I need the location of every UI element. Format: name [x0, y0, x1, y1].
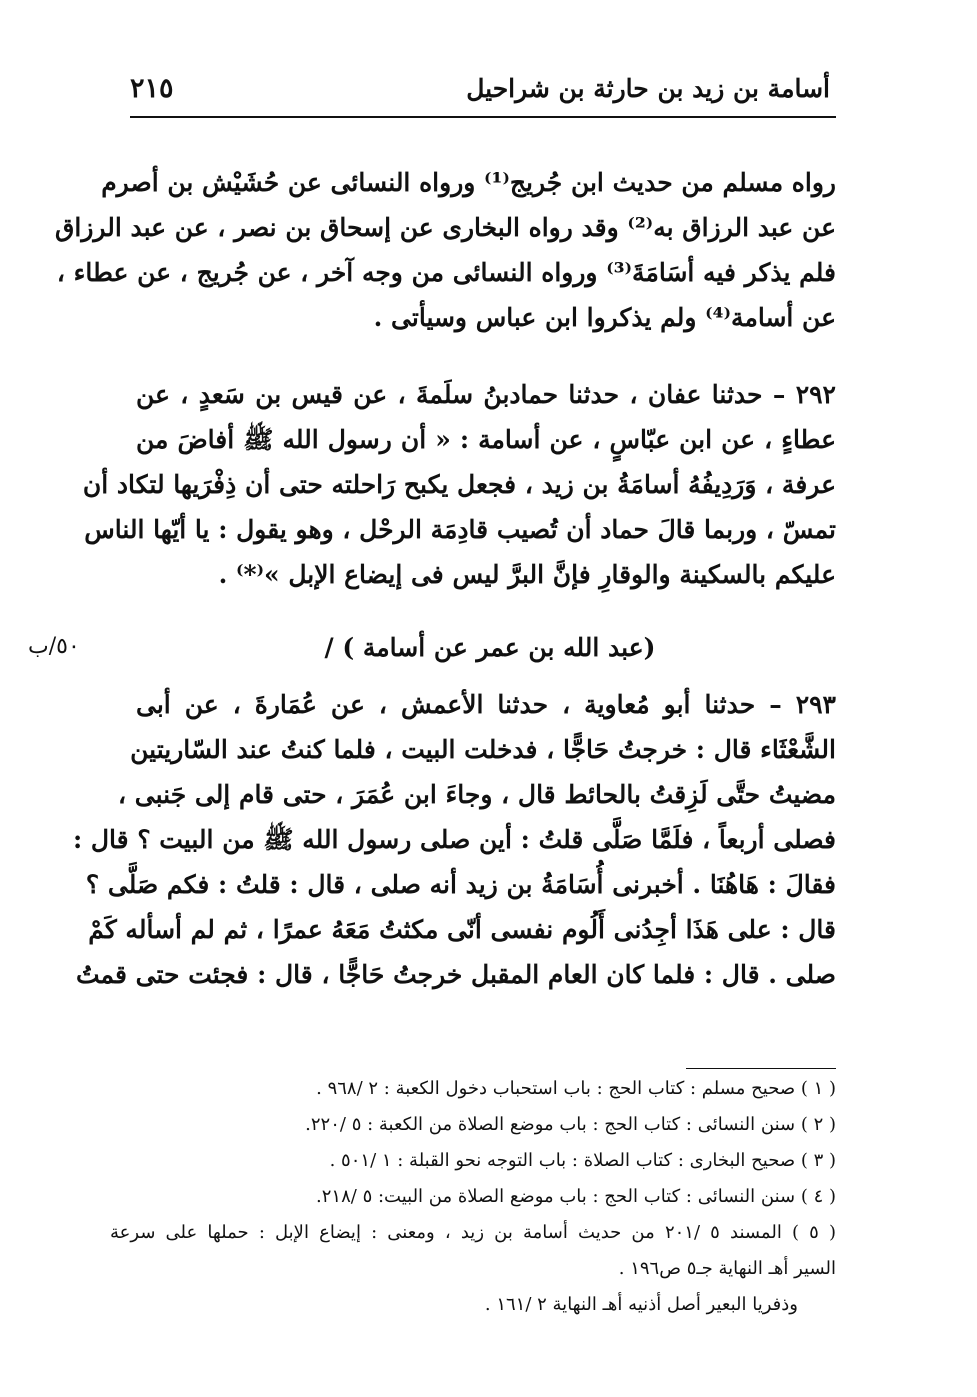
text-line: قال : على هَذَا أجِدُنى أَلُوم نفسى أنّى مكثتُ مَعَهُ عمرًا ، ثم لم أسأله كَمْ: [88, 915, 836, 944]
text-line: ٢٩٢ – حدثنا عفان ، حدثنا حمادبنُ سلَمةَ ، عن قيس بن سَعدٍ ، عن: [136, 380, 836, 409]
running-title: أسامة بن زيد بن حارثة بن شراحيل: [466, 73, 830, 103]
text-line: الشَّعْثَاء قال : خرجتُ حَاجًّا ، فدخلت البيت ، فلما كنتُ عند السّاريتين: [130, 735, 836, 764]
text-line: فلم يذكر فيه أسَامَةَ⁽³⁾ ورواه النسائى من وجه آخر ، عن جُريج ، عن عطاء ،: [56, 258, 836, 287]
header-rule: [130, 116, 836, 118]
text-line: صلى . قال : فلما كان العام المقبل خرجتُ حَاجًّا ، قال : فجئت حتى قمتُ: [76, 960, 836, 989]
footnote-rule: [686, 1068, 836, 1069]
text-line: عليكم بالسكينة والوقارِ فإنَّ البرَّ ليس فى إيضاع الإبل »⁽*⁾ .: [218, 560, 836, 589]
footnote: ( ١ ) صحيح مسلم : كتاب الحج : باب استحباب دخول الكعبة : ٢ /٩٦٨ .: [316, 1078, 836, 1099]
text-line: عرفة ، وَرَدِيفُهُ أسامَةُ بن زيد ، فجعل يكبح رَاحلته حتى أن ذِفْرَيها لتكاد أن: [82, 470, 836, 499]
text-line: تمسّ ، وربما قالَ حماد أن تُصيب قادِمَة الرحْل ، وهو يقول : يا أيّها الناس: [84, 515, 836, 544]
text-line: ٢٩٣ – حدثنا أبو مُعاوية ، حدثنا الأعمش ، عن عُمَارةَ ، عن أبى: [136, 690, 836, 719]
text-line: فقالَ : هَاهُنَا . أخبرنى أُسَامَةُ بن زيد أنه صلى ، قال : قلتُ : فكم صَلَّى ؟: [85, 870, 836, 899]
text-line: عن عبد الرزاق به⁽²⁾ وقد رواه البخارى عن إسحاق بن نصر ، عن عبد الرزاق: [55, 213, 836, 242]
footnote-continuation: وذفريا البعير أصل أذنيه أهـ النهاية ٢ /١٦١ .: [484, 1294, 798, 1315]
text-line: عن أسامة⁽⁴⁾ ولم يذكروا ابن عباس وسيأتى .: [373, 303, 836, 332]
footnote: ( ٣ ) صحيح البخارى : كتاب الصلاة : باب التوجه نحو القبلة : ١ /٥٠١ .: [329, 1150, 836, 1171]
text-line: رواه مسلم من حديث ابن جُريج⁽¹⁾ ورواه النسائى عن حُشَيْش بن أصرم: [101, 168, 836, 197]
footnotes: [110, 1071, 836, 1323]
paragraph-1: [55, 160, 836, 340]
text-line: عطاءٍ ، عن ابن عبّاسٍ ، عن أسامة : « أن رسول الله ﷺ أفاضَ من: [136, 425, 836, 454]
margin-folio-note: ٥٠/ب: [28, 634, 80, 659]
hadith-292: [82, 372, 836, 597]
text-line: مضيتُ حتَّى لَزِقتُ بالحائط قال ، وجاءَ ابن عُمَرَ ، حتى قام إلى جَنبى ،: [118, 780, 836, 809]
footnote-continuation: السير أهـ النهاية جـ٥ ص١٩٦ .: [618, 1258, 836, 1279]
page-header: [130, 66, 830, 110]
page-number: ٢١٥: [130, 72, 174, 104]
text-line: فصلى أربعاً ، فلَمَّا صَلَّى قلتُ : أين صلى رسول الله ﷺ من البيت ؟ قال :: [72, 825, 836, 854]
hadith-293: [72, 682, 836, 997]
section-heading: (عبد الله بن عمر عن أسامة ) /: [324, 633, 656, 662]
footnote: ( ٢ ) سنن النسائى : كتاب الحج : باب موضع الصلاة من الكعبة : ٥ /٢٢٠.: [305, 1114, 836, 1135]
footnote: ( ٥ ) المسند ٥ /٢٠١ من حديث أسامة بن زيد ، ومعنى : إيضاع الإبل : حملها على سرعة: [110, 1222, 836, 1243]
footnote: ( ٤ ) سنن النسائى : كتاب الحج : باب موضع الصلاة من البيت: ٥ /٢١٨.: [316, 1186, 836, 1207]
